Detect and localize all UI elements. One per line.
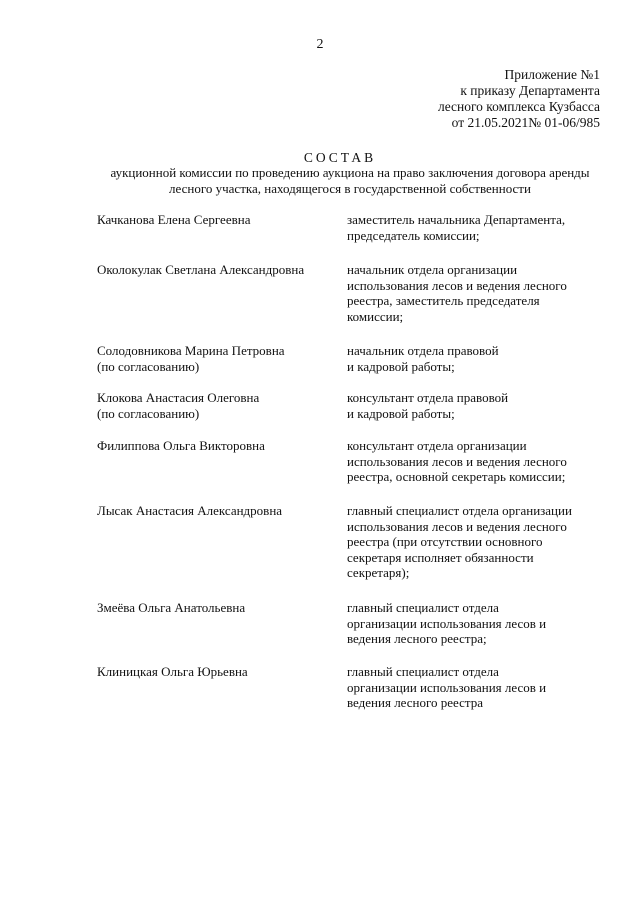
member-name: Клокова Анастасия Олеговна (по согласованию) xyxy=(97,390,260,421)
member-name: Солодовникова Марина Петровна (по согласованию) xyxy=(97,343,285,374)
appendix-line: от 21.05.2021№ 01-06/985 xyxy=(451,115,600,130)
member-name: Лысак Анастасия Александровна xyxy=(97,503,283,518)
appendix-line: Приложение №1 xyxy=(504,67,600,82)
member-role: консультант отдела организации использования лесов и ведения лесного реестра, основной секретарь комиссии; xyxy=(347,438,567,484)
member-role: начальник отдела правовой и кадровой работы; xyxy=(347,343,499,374)
member-role: начальник отдела организации использования лесов и ведения лесного реестра, заместитель председателя комиссии; xyxy=(347,262,567,324)
document-subtitle: аукционной комиссии по проведению аукциона на право заключения договора аренды лесного участка, находящегося в государственной собственности xyxy=(110,165,590,196)
member-name: Клиницкая Ольга Юрьевна xyxy=(97,664,248,679)
document-title: СОСТАВ xyxy=(303,150,377,165)
page-number: 2 xyxy=(316,37,324,52)
appendix-line: лесного комплекса Кузбасса xyxy=(437,99,600,114)
appendix-block xyxy=(438,67,600,131)
member-name: Филиппова Ольга Викторовна xyxy=(97,438,265,453)
member-name: Околокулак Светлана Александровна xyxy=(97,262,305,277)
appendix-line: к приказу Департамента xyxy=(460,83,600,98)
member-name: Качканова Елена Сергеевна xyxy=(97,212,251,227)
member-role: консультант отдела правовой и кадровой работы; xyxy=(347,390,509,421)
member-role: главный специалист отдела организации использования лесов и ведения лесного реестра (при отсутствии основного секретаря исполняет обязанности секретаря); xyxy=(347,503,572,580)
member-role: главный специалист отдела организации использования лесов и ведения лесного реестра xyxy=(347,664,547,710)
member-role: главный специалист отдела организации использования лесов и ведения лесного реестра; xyxy=(347,600,547,646)
member-name: Змеёва Ольга Анатольевна xyxy=(97,600,246,615)
member-role: заместитель начальника Департамента, председатель комиссии; xyxy=(347,212,566,243)
